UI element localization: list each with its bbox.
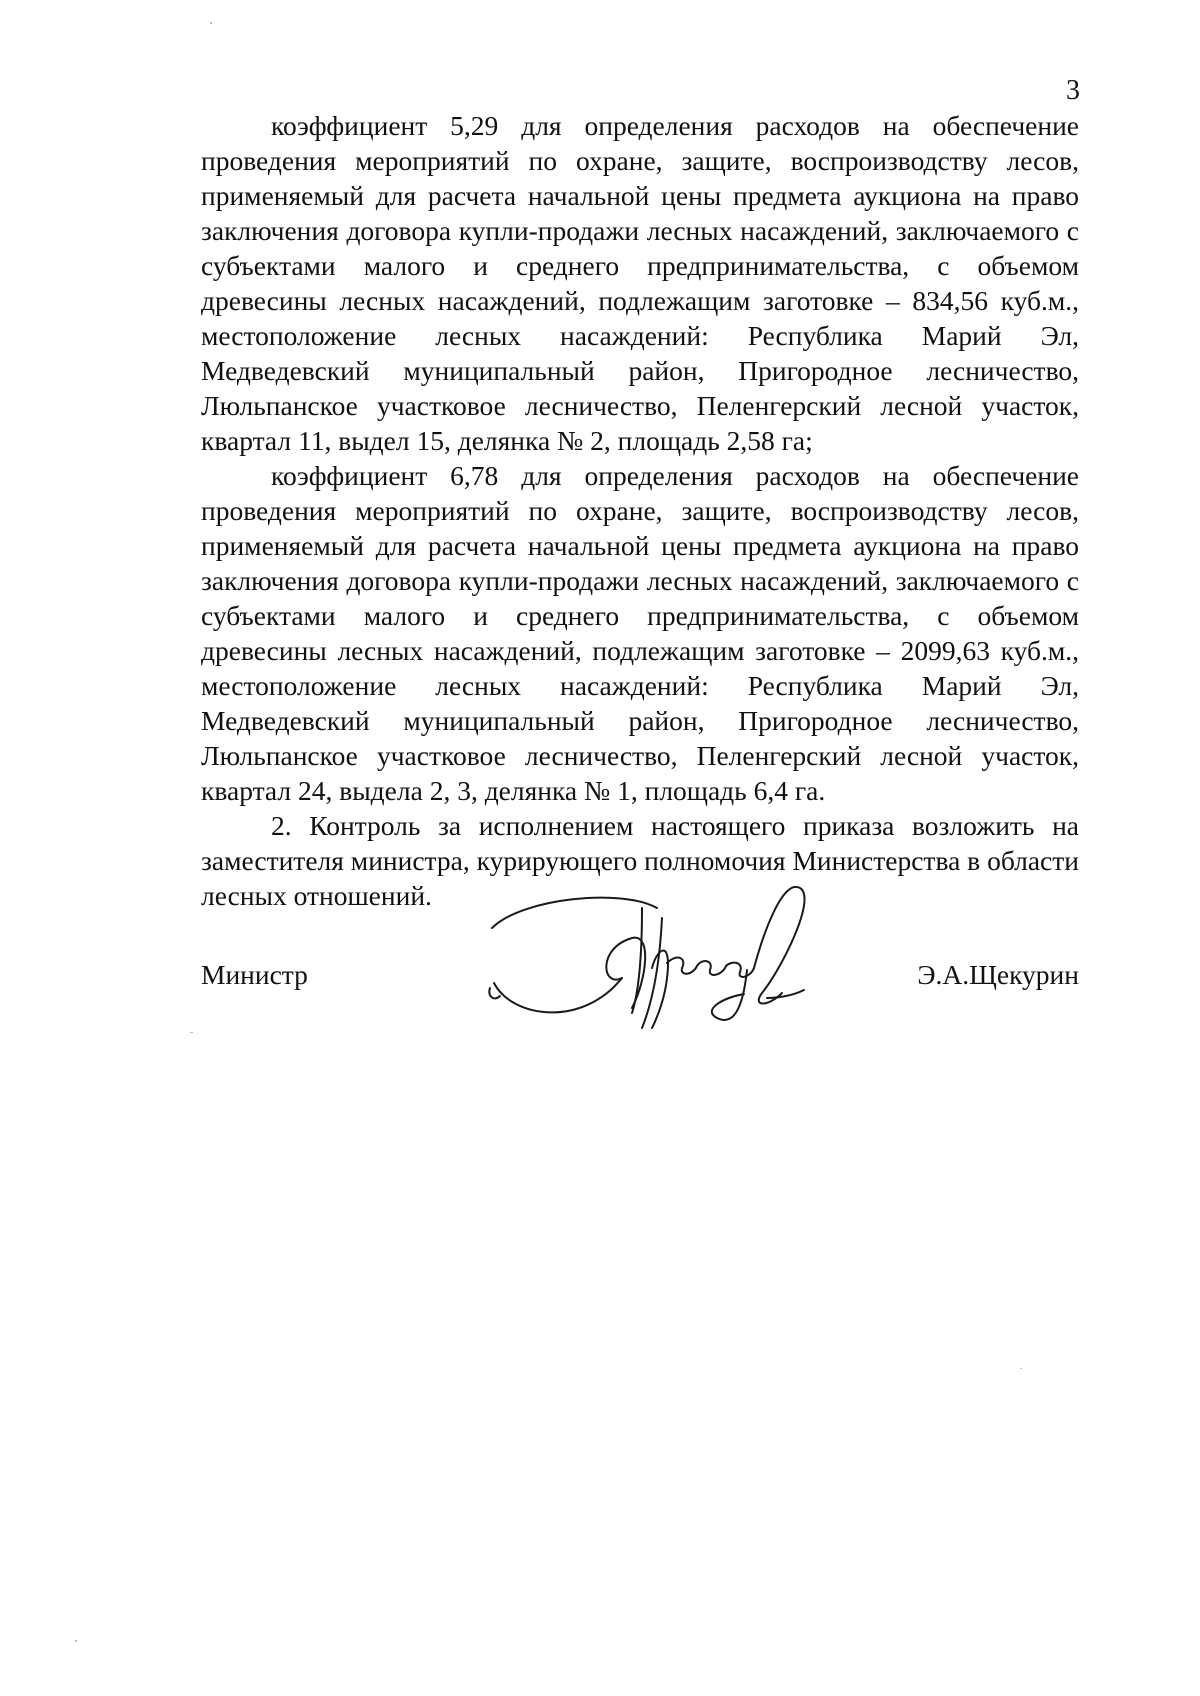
page-number: 3	[1066, 75, 1080, 106]
paragraph-control-clause: 2. Контроль за исполнением настоящего приказа возложить на заместителя министра, курирующего полномочия Министерства в области лесных отношений.	[201, 810, 1079, 911]
signatory-name: Э.А.Щекурин	[917, 959, 1079, 990]
paragraph-coefficient-2: коэффициент 6,78 для определения расходов на обеспечение проведения мероприятий по охране, защите, воспроизводству лесов, применяемый для расчета начальной цены предмета аукциона на право заключения договора купли-продажи лесных насаждений, заключаемого с субъектами малого и среднего предпринимательства, с объемом древесины лесных насаждений, подлежащим заготовке – 2099,63 куб.м., местоположение лесных насаждений: Республика Марий Эл, Медведевский муниципальный район, Пригородное лесничество, Люльпанское участковое лесничество, Пеленгерский лесной участок, квартал 24, выдела 2, 3, делянка № 1, площадь 6,4 га.	[201, 460, 1079, 806]
scan-speck	[210, 22, 212, 24]
paragraph-coefficient-1: коэффициент 5,29 для определения расходов на обеспечение проведения мероприятий по охране, защите, воспроизводству лесов, применяемый для расчета начальной цены предмета аукциона на право заключения договора купли-продажи лесных насаждений, заключаемого с субъектами малого и среднего предпринимательства, с объемом древесины лесных насаждений, подлежащим заготовке – 834,56 куб.м., местоположение лесных насаждений: Республика Марий Эл, Медведевский муниципальный район, Пригородное лесничество, Люльпанское участковое лесничество, Пеленгерский лесной участок, квартал 11, выдел 15, делянка № 2, площадь 2,58 га;	[201, 110, 1079, 456]
signatory-title: Министр	[201, 959, 308, 990]
scan-speck	[1020, 1368, 1022, 1369]
handwritten-signature	[482, 868, 822, 1058]
document-body	[201, 108, 1079, 913]
scan-speck	[190, 1032, 193, 1033]
scan-speck	[75, 1640, 77, 1642]
